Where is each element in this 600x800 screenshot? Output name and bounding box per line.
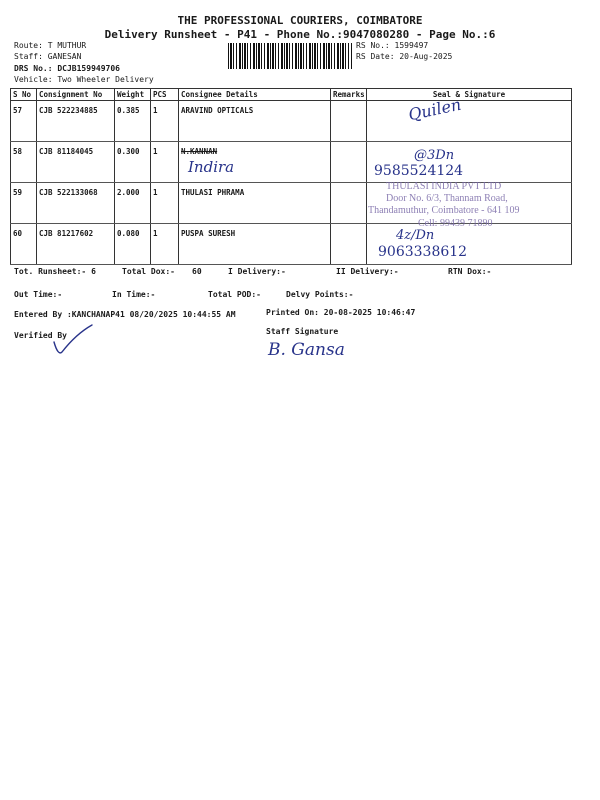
row-remarks [331, 101, 367, 142]
row-weight: 0.385 [115, 101, 151, 142]
row-sno: 58 [11, 142, 37, 183]
row-consignment: CJB 81217602 [37, 224, 115, 265]
staff-signature: B. Gansa [268, 340, 345, 360]
row-weight: 0.300 [115, 142, 151, 183]
handwritten-consignee-name: Indira [188, 158, 235, 176]
row-remarks [331, 224, 367, 265]
vehicle-label: Vehicle: Two Wheeler Delivery [14, 75, 154, 84]
row-pcs: 1 [151, 142, 179, 183]
drs-number: DRS No.: DCJB159949706 [14, 64, 120, 73]
row-sno: 59 [11, 183, 37, 224]
total-pod: Total POD:- [208, 290, 261, 299]
signature-row-57: Quilen [406, 94, 463, 125]
row-consignee: N.KANNAN [179, 142, 331, 183]
in-time: In Time:- [112, 290, 156, 299]
signature-row-58: @3Dn [414, 148, 455, 163]
staff-signature-label: Staff Signature [266, 327, 339, 336]
row-consignee: ARAVIND OPTICALS [179, 101, 331, 142]
entered-by: Entered By :KANCHANAP41 08/20/2025 10:44:55 AM [14, 310, 236, 319]
col-pcs: PCS [151, 89, 179, 101]
verified-by: Verified By [14, 331, 67, 340]
tot-runsheet: Tot. Runsheet:- 6 [14, 267, 96, 276]
col-seal-signature: Seal & Signature [367, 89, 572, 101]
printed-on: Printed On: 20-08-2025 10:46:47 [266, 308, 416, 317]
runsheet-subtitle: Delivery Runsheet - P41 - Phone No.:9047080280 - Page No.:6 [104, 28, 496, 41]
total-dox-value: 60 [192, 267, 202, 276]
row-consignment: CJB 522133068 [37, 183, 115, 224]
row-signature-cell [367, 101, 572, 142]
out-time: Out Time:- [14, 290, 63, 299]
row-weight: 2.000 [115, 183, 151, 224]
row-sno: 60 [11, 224, 37, 265]
delvy-points: Delvy Points:- [286, 290, 354, 299]
row-sno: 57 [11, 101, 37, 142]
verified-check-mark [50, 322, 96, 358]
phone-row-58: 9585524124 [374, 163, 464, 179]
col-consignment: Consignment No [37, 89, 115, 101]
i-delivery: I Delivery:- [228, 267, 286, 276]
company-title: THE PROFESSIONAL COURIERS, COIMBATORE [177, 14, 423, 27]
row-pcs: 1 [151, 183, 179, 224]
row-consignee: THULASI PHRAMA [179, 183, 331, 224]
ii-delivery: II Delivery:- [336, 267, 399, 276]
row-remarks [331, 142, 367, 183]
col-sno: S No [11, 89, 37, 101]
route-label: Route: T MUTHUR [14, 41, 87, 50]
stamp-line-2: Door No. 6/3, Thannam Road, [386, 193, 508, 204]
table-row [11, 142, 572, 183]
row-consignee: PUSPA SURESH [179, 224, 331, 265]
signature-row-60: 4z/Dn [396, 228, 435, 243]
total-dox-label: Total Dox:- [122, 267, 175, 276]
col-remarks: Remarks [331, 89, 367, 101]
row-consignment: CJB 81184045 [37, 142, 115, 183]
rs-number: RS No.: 1599497 [356, 41, 429, 50]
rs-date: RS Date: 20-Aug-2025 [356, 52, 453, 61]
table-header-row [11, 89, 572, 101]
col-consignee: Consignee Details [179, 89, 331, 101]
rtn-dox: RTN Dox:- [448, 267, 492, 276]
barcode [228, 43, 352, 69]
row-pcs: 1 [151, 101, 179, 142]
row-consignment: CJB 522234885 [37, 101, 115, 142]
stamp-line-1: THULASI INDIA PVT LTD [386, 181, 502, 192]
delivery-table [10, 88, 572, 265]
stamp-line-3: Thandamuthur, Coimbatore - 641 109 [368, 205, 520, 216]
row-pcs: 1 [151, 224, 179, 265]
stamp-line-4: Cell: 99439 71890 [418, 218, 493, 229]
table-row [11, 101, 572, 142]
row-remarks [331, 183, 367, 224]
phone-row-60: 9063338612 [378, 244, 468, 260]
staff-label: Staff: GANESAN [14, 52, 82, 61]
row-weight: 0.080 [115, 224, 151, 265]
col-weight: Weight [115, 89, 151, 101]
